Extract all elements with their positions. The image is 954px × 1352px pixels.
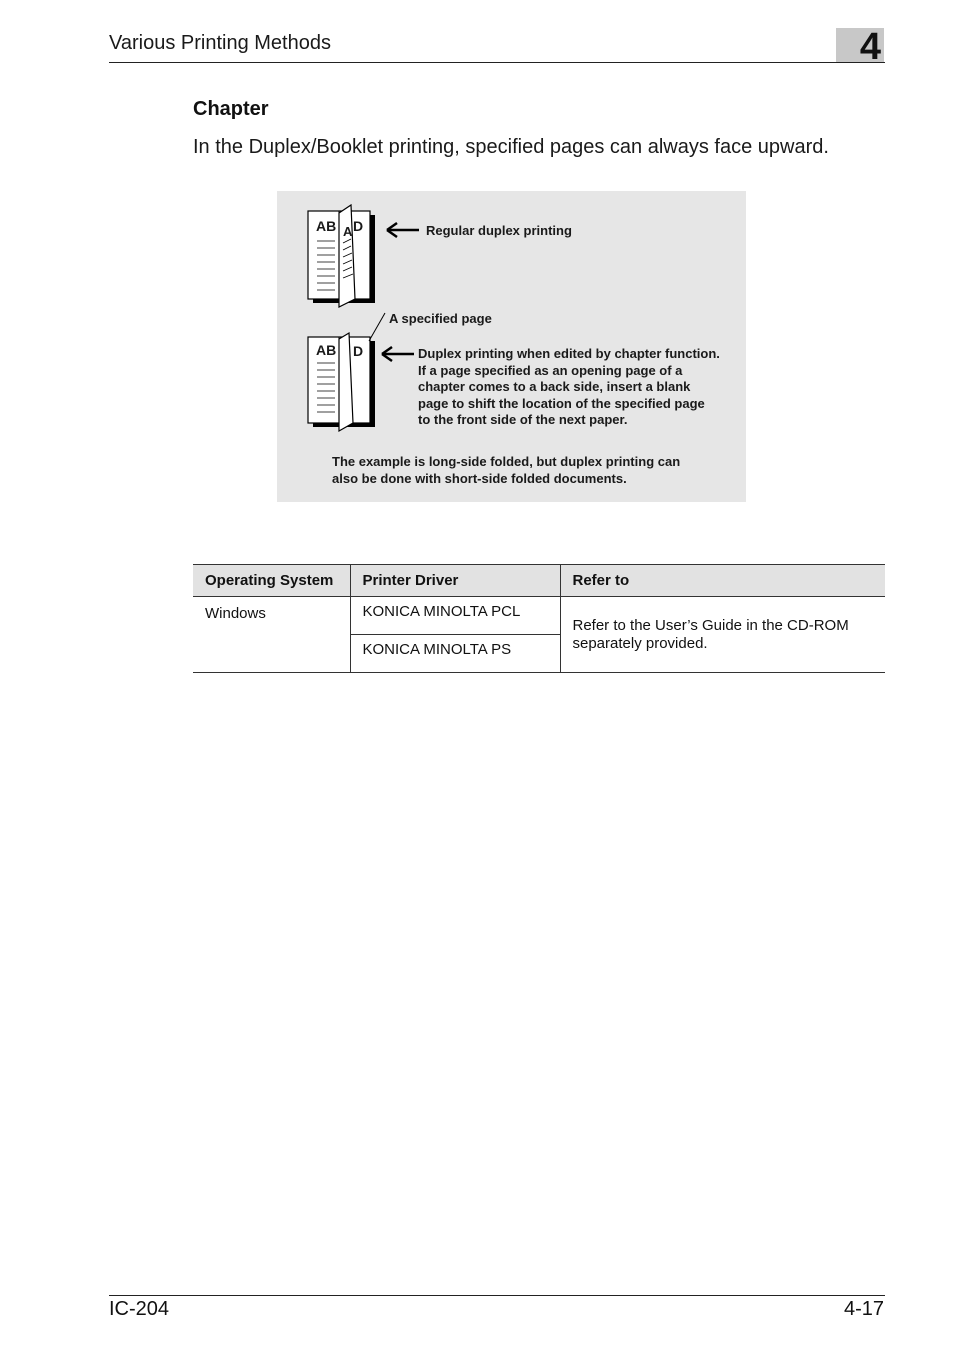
footer-rule <box>109 1295 885 1296</box>
figure-note-line: The example is long-side folded, but duplex printing can <box>332 454 681 469</box>
book-bottom-letter-right: D <box>353 343 364 359</box>
cell-driver-pcl: KONICA MINOLTA PCL <box>350 597 560 635</box>
refer-line: Refer to the User’s Guide in the CD-ROM <box>572 616 849 634</box>
label-chapter-line: chapter comes to a back side, insert a blank <box>418 379 691 394</box>
header-rule <box>109 62 885 63</box>
book-top-letter-page: A <box>343 224 353 239</box>
arrow-left-icon <box>387 223 419 237</box>
chapter-tab <box>836 26 884 68</box>
book-bottom-letters-left: AB <box>316 342 337 358</box>
label-chapter-line: If a page specified as an opening page of a <box>418 362 683 378</box>
header-refer-to: Refer to <box>560 565 885 597</box>
refer-line: separately provided. <box>572 634 708 652</box>
book-top-letters-left: AB <box>316 218 337 234</box>
specified-page-leader <box>369 313 385 341</box>
label-chapter-line: to the front side of the next paper. <box>418 412 628 427</box>
cell-refer-to <box>560 597 885 673</box>
chapter-number: 4 <box>859 26 881 68</box>
label-specified-page: A specified page <box>389 311 492 326</box>
duplex-figure <box>277 191 746 502</box>
reference-table <box>193 564 885 673</box>
intro-paragraph: In the Duplex/Booklet printing, specified pages can always face upward. <box>193 136 829 158</box>
table-row <box>193 597 885 635</box>
figure-note <box>332 454 680 487</box>
header-operating-system: Operating System <box>193 565 350 597</box>
running-header-title: Various Printing Methods <box>109 32 331 54</box>
book-top-letter-right: D <box>353 218 364 234</box>
arrow-left-icon <box>382 347 414 361</box>
cell-os: Windows <box>193 597 350 673</box>
section-heading: Chapter <box>193 98 269 120</box>
label-regular-duplex: Regular duplex printing <box>426 223 572 238</box>
label-chapter-duplex <box>418 346 720 429</box>
label-chapter-line: Duplex printing when edited by chapter function. <box>418 346 720 361</box>
footer-page-number: 4-17 <box>843 1298 884 1320</box>
footer-model: IC-204 <box>109 1298 170 1320</box>
cell-driver-ps: KONICA MINOLTA PS <box>350 635 560 673</box>
label-chapter-line: page to shift the location of the specified page <box>418 395 705 411</box>
table-header-row <box>193 565 885 597</box>
figure-note-line: also be done with short-side folded documents. <box>332 470 627 486</box>
header-printer-driver: Printer Driver <box>350 565 560 597</box>
